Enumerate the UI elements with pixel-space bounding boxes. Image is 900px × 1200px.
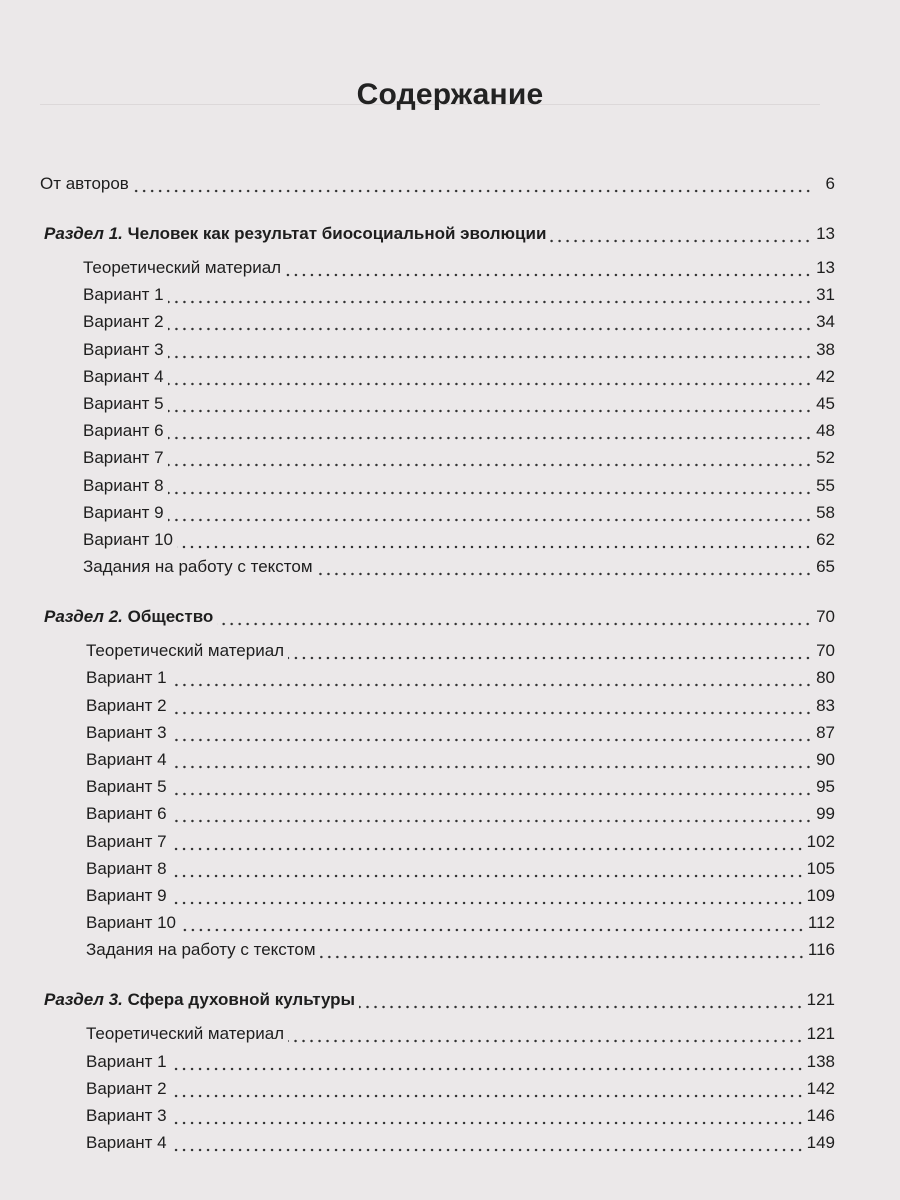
toc-entry (86, 750, 835, 774)
toc-entry-label: Вариант 9 (86, 886, 167, 905)
dot-leader (171, 1094, 804, 1098)
dot-leader (177, 545, 812, 549)
page-number: 42 (816, 366, 835, 386)
toc-entry (44, 607, 835, 631)
page-number: 83 (816, 695, 835, 715)
dot-leader (168, 436, 812, 440)
toc-entry-label: Вариант 4 (86, 1133, 167, 1153)
toc-entry (86, 1052, 835, 1076)
toc-entry (44, 224, 835, 248)
page-title: Содержание (356, 78, 544, 111)
toc-entry-label: Задания на работу с текстом (86, 940, 316, 960)
dot-leader (171, 711, 812, 715)
toc-entry (86, 696, 835, 720)
dot-leader (171, 1121, 804, 1125)
toc-entry (86, 804, 835, 828)
toc-entry-label: Вариант 10 (86, 913, 177, 933)
page-number: 62 (816, 530, 835, 549)
toc-entry-label: Вариант 1 (83, 285, 164, 305)
page-number: 149 (806, 1133, 835, 1153)
page-number: 99 (816, 804, 835, 824)
dot-leader (171, 1148, 804, 1152)
page-number: 121 (806, 1024, 835, 1044)
toc-entry-label: Теоретический материал (86, 1024, 285, 1044)
toc-entry (86, 832, 835, 856)
section-title: Общество (127, 607, 214, 627)
toc-entry (86, 886, 835, 910)
toc-entry-label: Вариант 3 (83, 339, 164, 359)
toc-entry-label: Вариант 9 (83, 502, 164, 522)
page-number: 58 (816, 502, 835, 522)
dot-leader (168, 409, 812, 413)
toc-entry-label: Вариант 4 (86, 750, 167, 769)
toc-entry-label: Вариант 6 (83, 421, 164, 441)
page-number: 45 (816, 394, 835, 413)
dot-leader (171, 792, 812, 796)
section-prefix: Раздел 3. (44, 990, 123, 1010)
toc-entry (83, 476, 835, 500)
dot-leader (171, 683, 812, 687)
toc-entry (86, 859, 835, 883)
page-number: 116 (807, 940, 835, 960)
page-number: 138 (806, 1051, 835, 1071)
toc-entry-label: Теоретический материал (83, 258, 282, 277)
dot-leader (168, 327, 812, 331)
dot-leader (171, 819, 812, 823)
page-number: 109 (806, 886, 835, 905)
page-number: 87 (816, 722, 835, 742)
toc-entry (86, 723, 835, 747)
dot-leader (171, 874, 804, 878)
section-prefix: Раздел 2. (44, 607, 123, 627)
dot-leader (168, 382, 812, 386)
toc-entry (86, 1133, 835, 1157)
page-number: 70 (816, 641, 835, 661)
toc-entry-label: Задания на работу с текстом (83, 557, 313, 577)
toc-entry-label: Вариант 2 (86, 695, 167, 715)
dot-leader (285, 273, 812, 277)
section-title: Человек как результат биосоциальной эволюции (127, 224, 547, 243)
toc-entry (83, 530, 835, 554)
dot-leader (288, 656, 812, 660)
toc-entry (86, 913, 835, 937)
toc-entry-label: Вариант 10 (83, 530, 174, 549)
toc-entry-label (44, 990, 359, 1010)
dot-leader (168, 300, 812, 304)
toc-entry (86, 1024, 835, 1048)
page-number: 13 (816, 258, 835, 277)
page-number: 70 (816, 607, 835, 627)
dot-leader (168, 518, 812, 522)
toc-entry-label: Вариант 5 (86, 777, 167, 797)
page-number: 80 (816, 668, 835, 688)
toc-entry (86, 668, 835, 692)
toc-entry (83, 367, 835, 391)
toc-entry-label: От авторов (40, 174, 129, 193)
toc-entry-label (44, 607, 217, 627)
toc-entry-label: Вариант 8 (86, 858, 167, 878)
page-number: 48 (816, 421, 835, 441)
toc-entry-label: Вариант 2 (86, 1078, 167, 1098)
toc-entry (83, 557, 835, 581)
page-number: 105 (806, 858, 835, 878)
page-number: 102 (806, 831, 835, 851)
page-number: 90 (816, 750, 835, 769)
dot-leader (168, 355, 812, 359)
dot-leader (320, 955, 805, 959)
dot-leader (550, 239, 812, 243)
toc-entry (83, 340, 835, 364)
page-number: 38 (816, 339, 835, 359)
toc-entry-label: Вариант 3 (86, 1106, 167, 1125)
page-number: 95 (816, 777, 835, 797)
dot-leader (171, 738, 812, 742)
toc-entry-label: Вариант 3 (86, 722, 167, 742)
toc-entry-label: Теоретический материал (86, 641, 285, 661)
dot-leader (317, 572, 812, 576)
toc-entry (86, 641, 835, 665)
section-prefix: Раздел 1. (44, 224, 123, 243)
page-number: 146 (806, 1106, 835, 1125)
toc-entry (83, 503, 835, 527)
page-number: 121 (806, 990, 835, 1010)
page-number: 65 (816, 557, 835, 577)
page-number: 34 (816, 312, 835, 332)
toc-entry (44, 990, 835, 1014)
toc-entry (86, 1106, 835, 1130)
dot-leader (168, 463, 812, 467)
section-title: Сфера духовной культуры (127, 990, 356, 1010)
toc-entry-label: Вариант 7 (86, 831, 167, 851)
toc-entry (40, 174, 835, 198)
toc-entry-label: Вариант 4 (83, 366, 164, 386)
toc-entry (83, 285, 835, 309)
dot-leader (359, 1005, 804, 1009)
toc-entry-label: Вариант 6 (86, 804, 167, 824)
toc-entry-label: Вариант 2 (83, 312, 164, 332)
toc-entry (86, 940, 835, 964)
toc-entry-label (44, 224, 550, 244)
toc-entry (83, 312, 835, 336)
page-number: 55 (816, 475, 835, 495)
page-number: 142 (806, 1078, 835, 1098)
toc-entry (86, 1079, 835, 1103)
dot-leader (171, 1067, 804, 1071)
toc-entry (86, 777, 835, 801)
dot-leader (171, 901, 804, 905)
toc-entry-label: Вариант 5 (83, 394, 164, 413)
page-number: 52 (816, 448, 835, 468)
toc-entry (83, 258, 835, 282)
toc-entry-label: Вариант 1 (86, 668, 167, 688)
dot-leader (168, 491, 812, 495)
page-number: 13 (816, 224, 835, 243)
toc-entry-label: Вариант 8 (83, 475, 164, 495)
dot-leader (180, 928, 805, 932)
dot-leader (217, 622, 812, 626)
dot-leader (171, 765, 812, 769)
dot-leader (133, 189, 812, 193)
toc-entry-label: Вариант 7 (83, 448, 164, 468)
toc-entry (83, 394, 835, 418)
page-number: 31 (816, 285, 835, 305)
toc-entry (83, 448, 835, 472)
dot-leader (288, 1039, 804, 1043)
page-number: 6 (825, 174, 835, 193)
dot-leader (171, 847, 804, 851)
toc-entry-label: Вариант 1 (86, 1051, 167, 1071)
toc-entry (83, 421, 835, 445)
page-number: 112 (807, 913, 835, 933)
